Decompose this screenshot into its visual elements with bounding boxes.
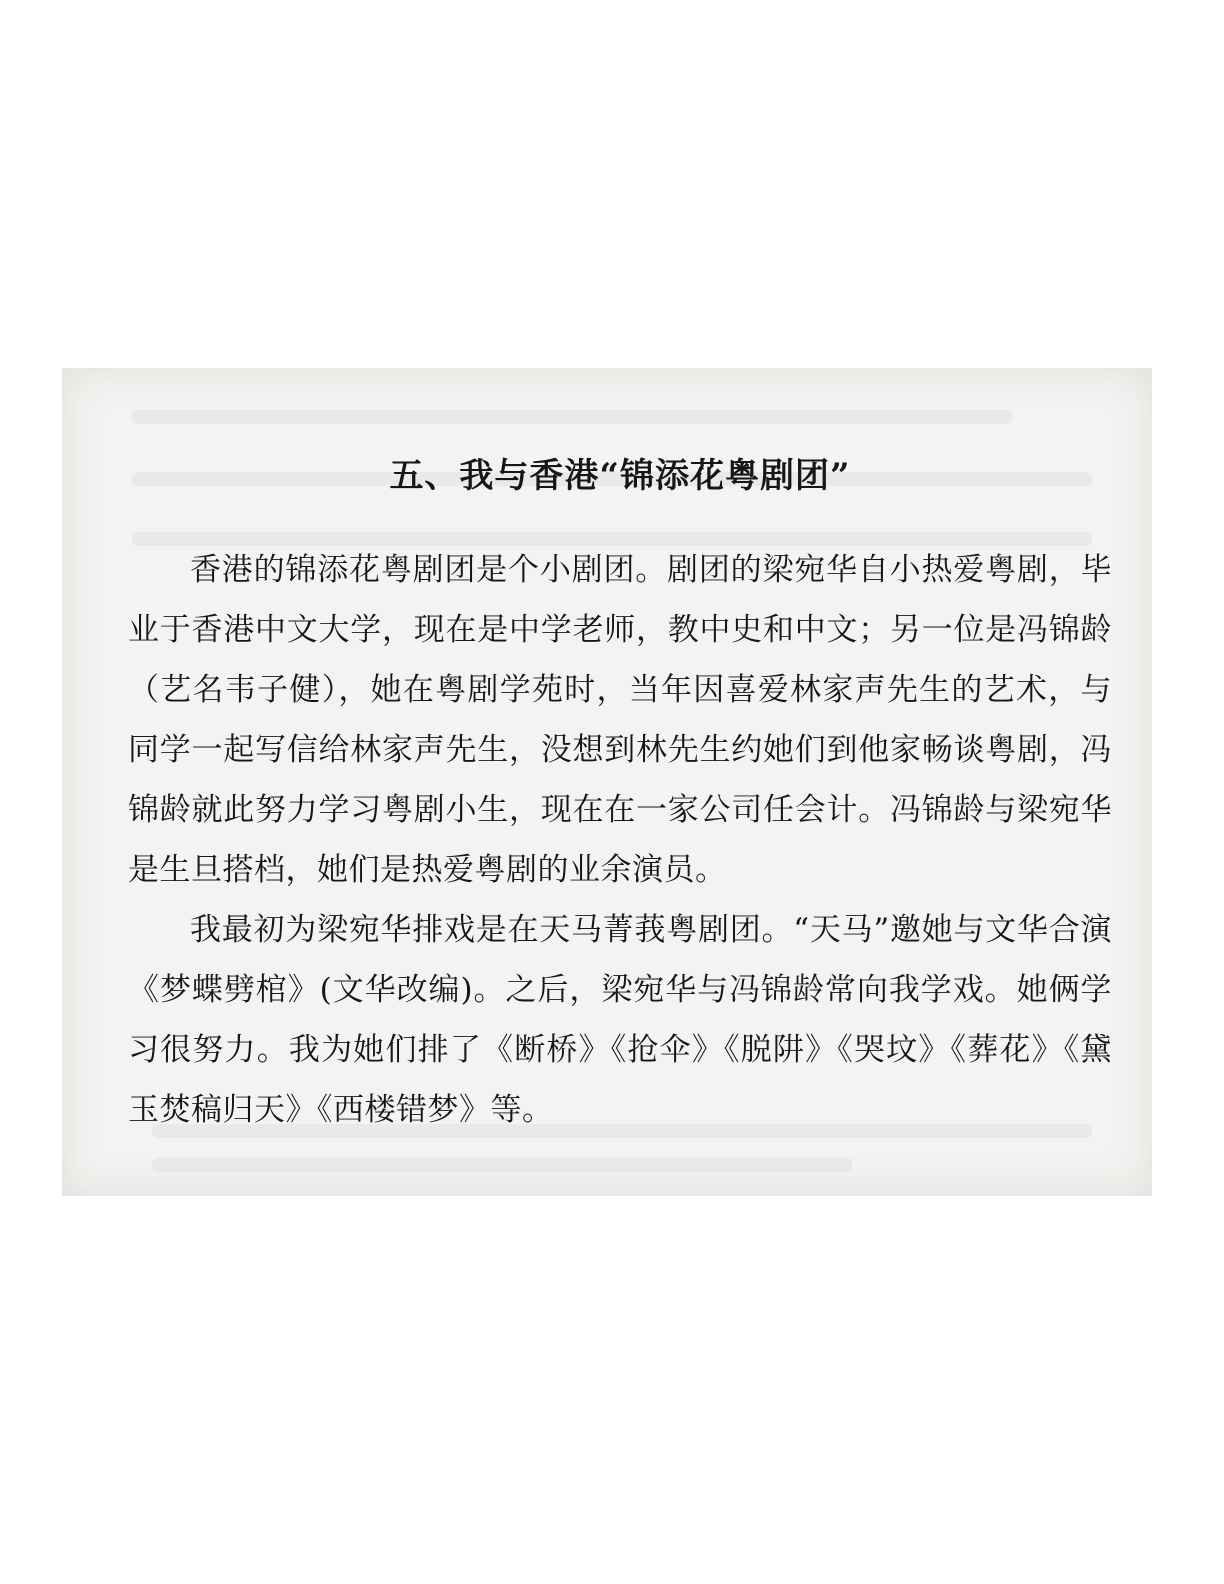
page-content: [128, 452, 1112, 1140]
bleed-through-line: [132, 410, 1012, 424]
bleed-through-line: [152, 1158, 852, 1172]
section-title: 五、我与香港“锦添花粤剧团”: [389, 456, 851, 496]
paragraph: 香港的锦添花粤剧团是个小剧团。剧团的梁宛华自小热爱粤剧，毕业于香港中文大学，现在是中学老师，教中史和中文；另一位是冯锦龄（艺名韦子健），她在粤剧学苑时，当年因喜爱林家声先生的艺术，与同学一起写信给林家声先生，没想到林先生约她们到他家畅谈粤剧，冯锦龄就此努力学习粤剧小生，现在在一家公司任会计。冯锦龄与梁宛华是生旦搭档，她们是热爱粤剧的业余演员。: [128, 552, 1112, 888]
paragraph: 我最初为梁宛华排戏是在天马菁莪粤剧团。“天马”邀她与文华合演《梦蝶劈棺》(文华改编)。之后，梁宛华与冯锦龄常向我学戏。她俩学习很努力。我为她们排了《断桥》《抢伞》《脱阱》《哭坟》《葬花》《黛玉焚稿归天》《西楼错梦》等。: [128, 912, 1112, 1128]
